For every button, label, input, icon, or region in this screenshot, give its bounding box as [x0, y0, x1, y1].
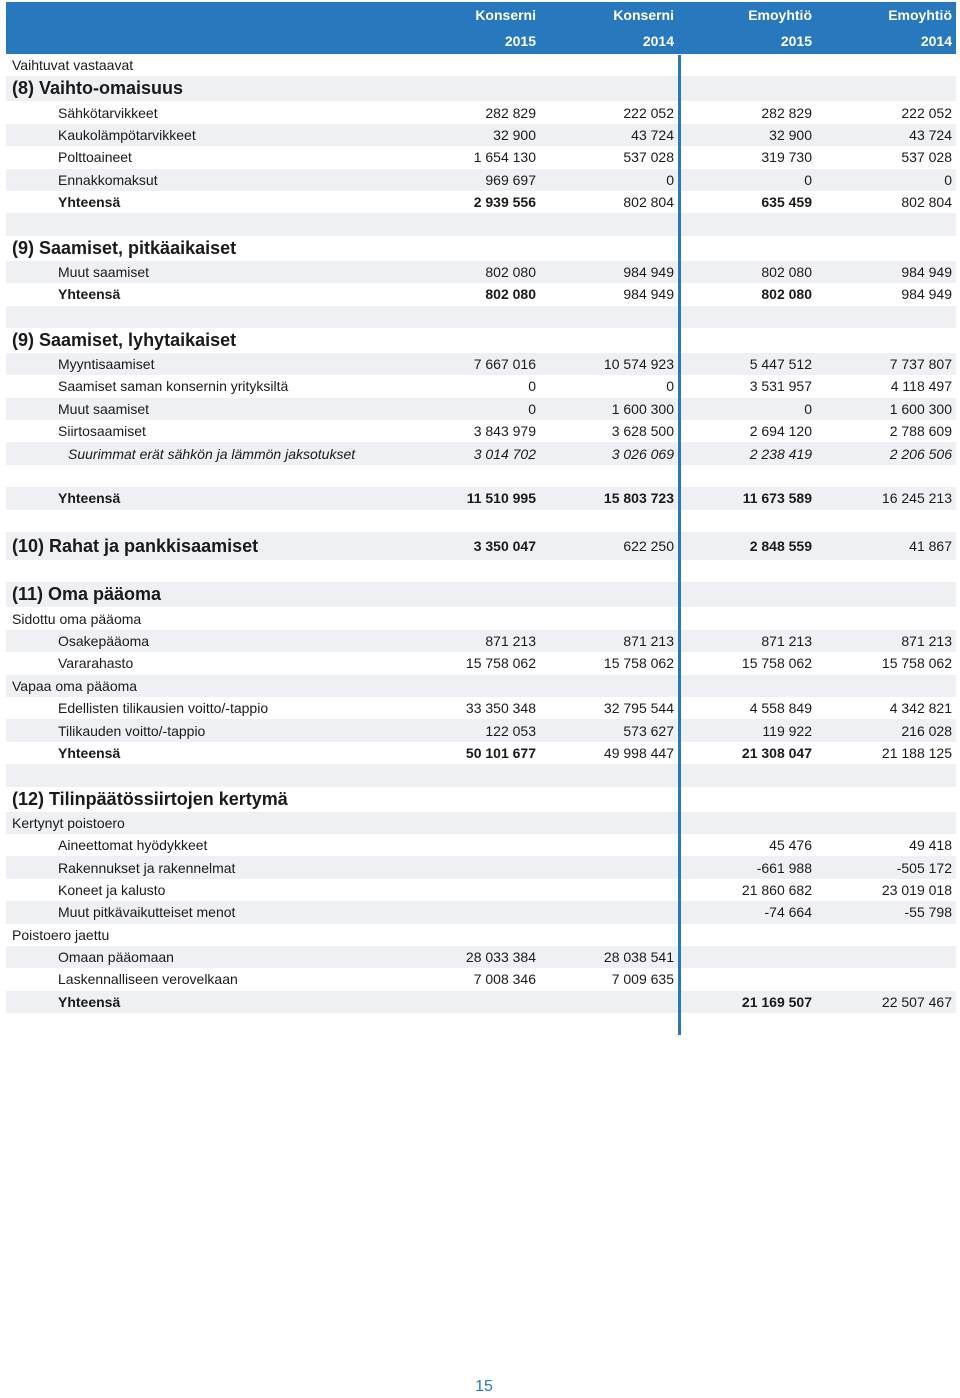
cell-value: 43 724: [631, 126, 674, 143]
cell-value: 4 342 821: [889, 700, 952, 717]
cell-value: 3 026 069: [611, 445, 674, 462]
column-divider: [678, 55, 681, 1035]
row-label: Muut saamiset: [58, 400, 150, 417]
row-label: Vapaa oma pääoma: [12, 677, 138, 694]
table-row: [6, 398, 956, 420]
cell-value: 802 804: [623, 194, 674, 211]
cell-value: 319 730: [761, 149, 812, 166]
table-row: [6, 510, 956, 532]
cell-value: 21 169 507: [741, 993, 812, 1010]
table-row: [6, 901, 956, 923]
cell-value: 2 694 120: [749, 423, 812, 440]
row-label: Omaan pääomaan: [58, 949, 174, 966]
cell-value: 122 053: [485, 722, 536, 739]
table-row: [6, 607, 956, 629]
table-row: [6, 812, 956, 834]
cell-value: 22 507 467: [881, 993, 952, 1010]
row-label: Ennakkomaksut: [58, 171, 158, 188]
cell-value: 0: [528, 400, 536, 417]
cell-value: 7 737 807: [889, 356, 952, 373]
table-row: [6, 856, 956, 878]
header-col-4: Emoyhtiö: [888, 7, 952, 23]
table-row: [6, 675, 956, 697]
header-year-2: 2014: [642, 33, 674, 49]
cell-value: 11 510 995: [466, 490, 536, 507]
cell-value: 537 028: [623, 149, 674, 166]
cell-value: 802 080: [485, 263, 536, 280]
cell-value: 15 803 723: [603, 490, 674, 507]
row-label: Koneet ja kalusto: [58, 881, 166, 898]
row-label: (9) Saamiset, pitkäaikaiset: [12, 237, 237, 258]
row-label: (12) Tilinpäätössiirtojen kertymä: [12, 788, 288, 809]
table-row: [6, 582, 956, 607]
row-label: Yhteensä: [58, 490, 121, 507]
row-label: Edellisten tilikausien voitto/-tappio: [58, 700, 269, 717]
cell-value: 32 900: [493, 126, 536, 143]
page-number: 15: [475, 1378, 493, 1395]
cell-value: 32 795 544: [603, 700, 674, 717]
cell-value: 7 667 016: [473, 356, 536, 373]
header-row-entity: [6, 2, 956, 28]
cell-value: 21 860 682: [741, 881, 812, 898]
cell-value: 32 900: [769, 126, 812, 143]
cell-value: 3 350 047: [473, 538, 536, 555]
cell-value: 282 829: [761, 104, 812, 121]
cell-value: 984 949: [623, 263, 674, 280]
row-label: Sähkötarvikkeet: [58, 104, 158, 121]
cell-value: 41 867: [909, 538, 952, 555]
cell-value: 119 922: [762, 722, 812, 739]
cell-value: 802 804: [901, 194, 952, 211]
row-label: Kaukolämpötarvikkeet: [58, 126, 196, 143]
table-row: [6, 487, 956, 509]
cell-value: 2 238 419: [749, 445, 812, 462]
cell-value: 15 758 062: [741, 655, 812, 672]
table-row: [6, 465, 956, 487]
table-row: [6, 169, 956, 191]
cell-value: 45 476: [769, 837, 812, 854]
table-row: [6, 442, 956, 464]
table-row: [6, 764, 956, 786]
cell-value: 802 080: [761, 286, 812, 303]
cell-value: 11 673 589: [742, 490, 812, 507]
table-row: [6, 76, 956, 101]
cell-value: 573 627: [623, 722, 674, 739]
cell-value: 216 028: [901, 722, 952, 739]
cell-value: 0: [666, 378, 674, 395]
cell-value: 871 213: [485, 633, 536, 649]
row-label: Poistoero jaettu: [12, 926, 110, 943]
row-label: (8) Vaihto-omaisuus: [12, 78, 184, 99]
table-row: [6, 375, 956, 397]
cell-value: 28 033 384: [465, 949, 536, 966]
row-label: Muut pitkävaikutteiset menot: [58, 904, 236, 921]
cell-value: -661 988: [756, 859, 812, 876]
cell-value: 222 052: [623, 104, 674, 121]
table-row: [6, 261, 956, 283]
cell-value: 282 829: [485, 104, 536, 121]
row-label: Vaihtuvat vastaavat: [12, 57, 134, 74]
cell-value: 969 697: [485, 171, 536, 188]
table-header: [6, 2, 956, 54]
row-label: Laskennalliseen verovelkaan: [58, 971, 238, 988]
row-label: Muut saamiset: [58, 263, 150, 280]
cell-value: 15 758 062: [881, 655, 952, 672]
cell-value: 0: [944, 171, 952, 188]
table-row: [6, 328, 956, 353]
cell-value: 1 600 300: [611, 400, 674, 417]
cell-value: 2 848 559: [749, 538, 812, 555]
table-row: [6, 742, 956, 764]
row-label: Myyntisaamiset: [58, 356, 155, 373]
row-label: (10) Rahat ja pankkisaamiset: [12, 535, 259, 556]
row-label: Yhteensä: [58, 744, 121, 761]
cell-value: 10 574 923: [603, 356, 674, 373]
table-row: [6, 991, 956, 1013]
cell-value: 984 949: [901, 286, 952, 303]
cell-value: 49 998 447: [603, 744, 674, 761]
row-label: Sidottu oma pääoma: [12, 610, 142, 627]
table-row: [6, 834, 956, 856]
cell-value: 21 188 125: [881, 744, 952, 761]
table-row: [6, 652, 956, 674]
cell-value: 635 459: [761, 194, 812, 211]
table-row: [6, 306, 956, 328]
table-row: [6, 101, 956, 123]
table-row: [6, 54, 956, 76]
row-label: Tilikauden voitto/-tappio: [58, 722, 206, 739]
row-label: Osakepääoma: [58, 633, 150, 649]
cell-value: 4 558 849: [749, 700, 812, 717]
row-label: Aineettomat hyödykkeet: [58, 837, 208, 854]
cell-value: 871 213: [901, 633, 952, 649]
table-row: [6, 146, 956, 168]
table-row: [6, 353, 956, 375]
table-row: [6, 213, 956, 235]
table-row: [6, 420, 956, 442]
cell-value: 802 080: [485, 286, 536, 303]
cell-value: 7 009 635: [611, 971, 674, 988]
row-label: Kertynyt poistoero: [12, 814, 125, 831]
row-label: Yhteensä: [58, 286, 121, 303]
cell-value: 15 758 062: [465, 655, 536, 672]
row-label: Rakennukset ja rakennelmat: [58, 859, 236, 876]
row-label: Siirtosaamiset: [58, 423, 146, 440]
header-col-1: Konserni: [475, 7, 536, 23]
table-row: [6, 560, 956, 582]
cell-value: 23 019 018: [881, 881, 952, 898]
cell-value: 537 028: [901, 149, 952, 166]
notes-table: [6, 2, 956, 1013]
table-body: [6, 54, 956, 1013]
row-label: Saamiset saman konsernin yrityksiltä: [58, 378, 289, 395]
cell-value: 3 014 702: [473, 445, 536, 462]
table-row: [6, 924, 956, 946]
cell-value: 871 213: [761, 633, 812, 649]
row-label: Yhteensä: [58, 194, 121, 211]
cell-value: 4 118 497: [890, 378, 952, 395]
table-row: [6, 236, 956, 261]
cell-value: 43 724: [909, 126, 952, 143]
cell-value: 0: [528, 378, 536, 395]
row-label: (11) Oma pääoma: [12, 584, 162, 605]
header-col-3: Emoyhtiö: [748, 7, 812, 23]
cell-value: 5 447 512: [749, 356, 812, 373]
table-row: [6, 719, 956, 741]
cell-value: 1 600 300: [889, 400, 952, 417]
cell-value: 984 949: [623, 286, 674, 303]
row-label: Vararahasto: [58, 655, 134, 672]
cell-value: 1 654 130: [473, 149, 536, 166]
header-col-2: Konserni: [613, 7, 674, 23]
cell-value: 7 008 346: [473, 971, 536, 988]
cell-value: 33 350 348: [465, 700, 536, 717]
cell-value: 222 052: [901, 104, 952, 121]
cell-value: 0: [804, 171, 812, 188]
header-year-3: 2015: [780, 33, 812, 49]
cell-value: -55 798: [904, 904, 952, 921]
table-row: [6, 787, 956, 812]
header-year-4: 2014: [920, 33, 952, 49]
cell-value: 15 758 062: [603, 655, 674, 672]
cell-value: -505 172: [896, 859, 952, 876]
cell-value: 3 843 979: [473, 423, 536, 440]
cell-value: 21 308 047: [741, 744, 812, 761]
cell-value: 0: [804, 400, 812, 417]
cell-value: 0: [666, 171, 674, 188]
table-row: [6, 630, 956, 652]
table-row: [6, 532, 956, 560]
cell-value: 2 206 506: [889, 445, 952, 462]
table-row: [6, 124, 956, 146]
table-row: [6, 946, 956, 968]
table-row: [6, 697, 956, 719]
cell-value: 28 038 541: [603, 949, 674, 966]
table-row: [6, 191, 956, 213]
cell-value: 802 080: [761, 263, 812, 280]
cell-value: 871 213: [623, 633, 674, 649]
cell-value: 2 788 609: [889, 423, 952, 440]
cell-value: 49 418: [909, 837, 952, 854]
header-row-year: [6, 28, 956, 54]
cell-value: -74 664: [764, 904, 812, 921]
table-row: [6, 879, 956, 901]
cell-value: 984 949: [901, 263, 952, 280]
table-row: [6, 283, 956, 305]
cell-value: 2 939 556: [473, 194, 536, 211]
cell-value: 3 628 500: [611, 423, 674, 440]
table-row: [6, 968, 956, 990]
row-label: Polttoaineet: [58, 149, 132, 166]
cell-value: 622 250: [623, 538, 674, 555]
cell-value: 16 245 213: [881, 490, 952, 507]
row-label: Yhteensä: [58, 993, 121, 1010]
cell-value: 50 101 677: [465, 744, 536, 761]
row-label: Suurimmat erät sähkön ja lämmön jaksotukset: [68, 445, 356, 462]
cell-value: 3 531 957: [749, 378, 812, 395]
header-year-1: 2015: [504, 33, 536, 49]
row-label: (9) Saamiset, lyhytaikaiset: [12, 329, 237, 350]
